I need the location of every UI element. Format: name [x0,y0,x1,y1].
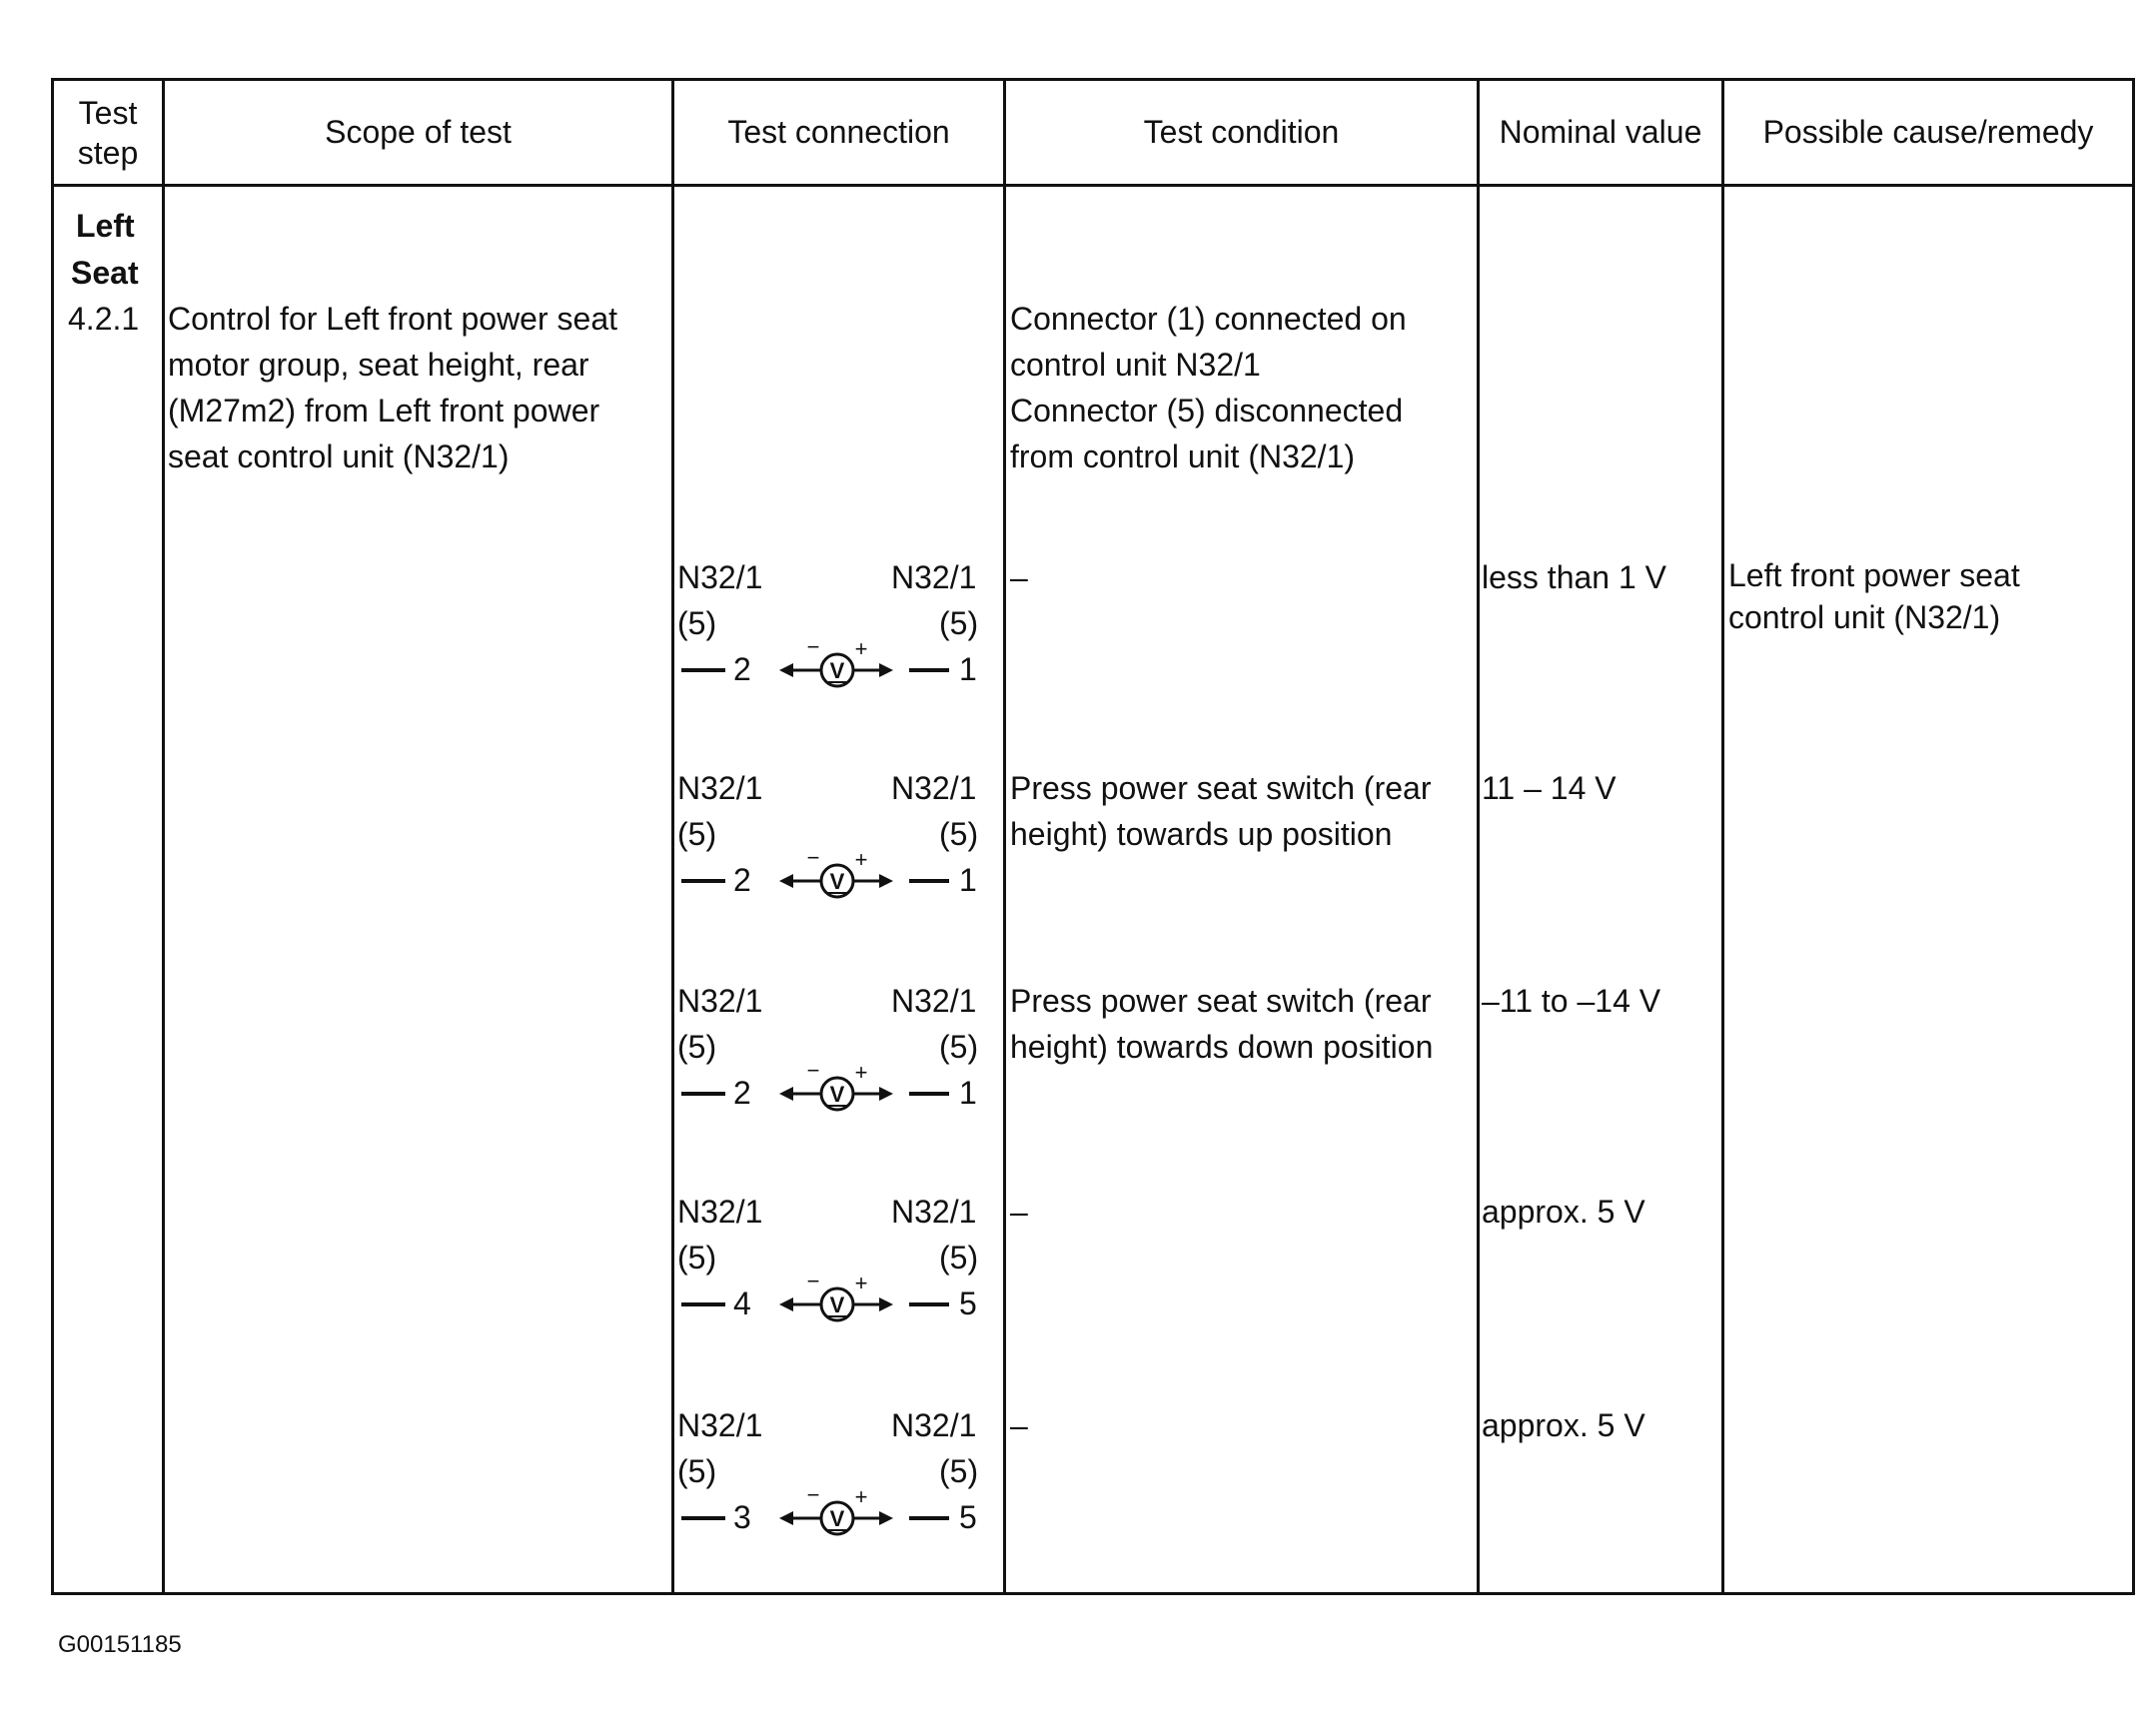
right-pin-lead [909,1302,949,1306]
meter-left-arrow [779,1297,793,1311]
left-pin-lead [681,1092,725,1096]
left-pin-lead [681,1302,725,1306]
left-unit-label: N32/1 [677,1194,763,1230]
meter-symbol: V [829,1082,845,1107]
right-pin-number: 5 [959,1286,977,1321]
meter-right-arrow [879,1511,893,1525]
table-left-border [51,78,54,1595]
meter-plus-sign: + [854,1486,868,1509]
nominal-value: less than 1 V [1482,559,1666,595]
header-test-condition: Test condition [1143,114,1340,150]
header-possible-cause: Possible cause/remedy [1762,114,2094,150]
right-pin-number: 1 [959,651,977,687]
section-label-seat: Seat [71,255,139,291]
right-unit-label: N32/1 [891,770,977,806]
right-pin-lead [909,1092,949,1096]
meter-symbol: V [829,658,845,683]
left-connector-label: (5) [677,605,717,641]
meter-minus-sign: − [806,849,820,870]
meter-right-arrow [879,874,893,888]
column-divider [671,78,674,1595]
right-connector-label: (5) [939,816,979,852]
right-pin-number: 1 [959,1075,977,1111]
section-label-left: Left [76,208,135,244]
test-condition: – [1010,1194,1028,1230]
header-bottom-border [51,184,2135,187]
column-divider [1003,78,1006,1595]
left-pin-number: 2 [733,1075,751,1111]
column-divider [1721,78,1724,1595]
left-pin-number: 2 [733,651,751,687]
meter-symbol: V [829,1506,845,1531]
meter-left-arrow [779,1511,793,1525]
meter-symbol: V [829,869,845,894]
right-unit-label: N32/1 [891,1407,977,1443]
meter-plus-sign: + [854,1062,868,1085]
meter-plus-sign: + [854,638,868,661]
nominal-value: approx. 5 V [1482,1194,1645,1230]
meter-left-arrow [779,874,793,888]
left-pin-number: 4 [733,1286,751,1321]
header-test-step: Test step [77,95,139,171]
meter-plus-sign: + [854,849,868,872]
meter-left-arrow [779,1087,793,1101]
left-connector-label: (5) [677,1453,717,1489]
section-condition: Connector (1) connected on control unit N32/1 Connector (5) disconnected from control unit (N32/1) [1010,301,1407,474]
nominal-value: 11 – 14 V [1482,770,1617,806]
table-bottom-border [51,1592,2135,1595]
right-connector-label: (5) [939,605,979,641]
meter-right-arrow [879,663,893,677]
meter-left-arrow [779,663,793,677]
left-pin-lead [681,879,725,883]
meter-plus-sign: + [854,1273,868,1295]
meter-minus-sign: − [806,1273,820,1293]
right-connector-label: (5) [939,1240,979,1276]
meter-minus-sign: − [806,1486,820,1507]
left-unit-label: N32/1 [677,770,763,806]
left-pin-lead [681,1516,725,1520]
meter-symbol: V [829,1292,845,1317]
right-connector-label: (5) [939,1453,979,1489]
left-connector-label: (5) [677,1240,717,1276]
test-condition: Press power seat switch (rear height) towards up position [1010,770,1432,852]
left-connector-label: (5) [677,816,717,852]
test-condition: – [1010,1407,1028,1443]
right-pin-lead [909,879,949,883]
possible-cause: Left front power seat control unit (N32/1) [1728,557,2020,635]
left-pin-lead [681,668,725,672]
header-nominal-value: Nominal value [1499,114,1702,150]
left-pin-number: 2 [733,862,751,898]
figure-id: G00151185 [58,1631,182,1658]
table-top-border [51,78,2135,81]
nominal-value: –11 to –14 V [1482,983,1661,1019]
test-condition: Press power seat switch (rear height) towards down position [1010,983,1434,1065]
header-test-connection: Test connection [727,114,950,150]
scope-description: Control for Left front power seat motor group, seat height, rear (M27m2) from Left front power seat control unit (N32/1) [168,301,617,474]
table-right-border [2132,78,2135,1595]
left-unit-label: N32/1 [677,983,763,1019]
header-scope-of-test: Scope of test [325,114,512,150]
right-connector-label: (5) [939,1029,979,1065]
left-pin-number: 3 [733,1499,751,1535]
meter-right-arrow [879,1297,893,1311]
nominal-value: approx. 5 V [1482,1407,1645,1443]
right-pin-number: 1 [959,862,977,898]
left-unit-label: N32/1 [677,1407,763,1443]
meter-right-arrow [879,1087,893,1101]
left-unit-label: N32/1 [677,559,763,595]
right-pin-number: 5 [959,1499,977,1535]
column-divider [1477,78,1480,1595]
right-pin-lead [909,668,949,672]
left-connector-label: (5) [677,1029,717,1065]
meter-minus-sign: − [806,638,820,659]
right-unit-label: N32/1 [891,1194,977,1230]
test-condition: – [1010,559,1028,595]
right-unit-label: N32/1 [891,983,977,1019]
step-number: 4.2.1 [68,301,140,337]
meter-minus-sign: − [806,1062,820,1083]
column-divider [162,78,165,1595]
right-unit-label: N32/1 [891,559,977,595]
right-pin-lead [909,1516,949,1520]
